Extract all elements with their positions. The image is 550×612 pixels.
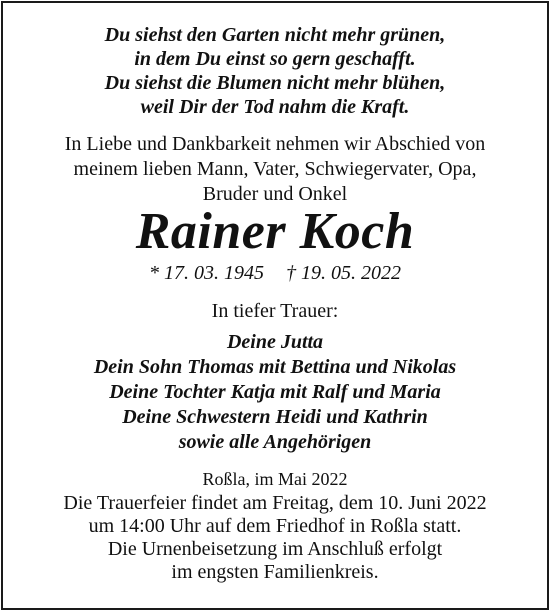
mourning-label: In tiefer Trauer:	[211, 300, 339, 322]
funeral-line: Die Urnenbeisetzung im Anschluß erfolgt	[107, 538, 443, 560]
obituary-notice	[1, 1, 549, 610]
memorial-poem	[3, 23, 547, 119]
intro-line: meinem lieben Mann, Vater, Schwiegervater, Opa,	[73, 158, 477, 180]
funeral-details	[3, 492, 547, 584]
deceased-name: Rainer Koch	[135, 203, 415, 260]
death-date: † 19. 05. 2022	[286, 262, 401, 284]
funeral-line: um 14:00 Uhr auf dem Friedhof in Roßla statt.	[88, 515, 462, 537]
poem-line: Du siehst den Garten nicht mehr grünen,	[104, 24, 446, 46]
mourner-line: Deine Jutta	[226, 331, 324, 353]
life-dates	[3, 260, 547, 286]
intro-line: Bruder und Onkel	[202, 183, 348, 205]
mourner-line: Deine Schwestern Heidi und Kathrin	[122, 406, 428, 428]
funeral-line: Die Trauerfeier findet am Freitag, dem 10. Juni 2022	[63, 492, 487, 514]
mourner-line: Deine Tochter Katja mit Ralf und Maria	[109, 381, 441, 403]
place-and-date: Roßla, im Mai 2022	[202, 469, 348, 489]
poem-line: Du siehst die Blumen nicht mehr blühen,	[104, 72, 446, 94]
mourners-list	[3, 330, 547, 455]
mourner-line: sowie alle Angehörigen	[178, 431, 372, 453]
poem-line: in dem Du einst so gern geschafft.	[134, 48, 416, 70]
farewell-intro	[3, 132, 547, 207]
intro-line: In Liebe und Dankbarkeit nehmen wir Abschied von	[64, 133, 486, 155]
poem-line: weil Dir der Tod nahm die Kraft.	[140, 96, 410, 118]
mourner-line: Dein Sohn Thomas mit Bettina und Nikolas	[93, 356, 457, 378]
birth-date: * 17. 03. 1945	[149, 262, 264, 284]
funeral-line: im engsten Familienkreis.	[171, 561, 379, 583]
